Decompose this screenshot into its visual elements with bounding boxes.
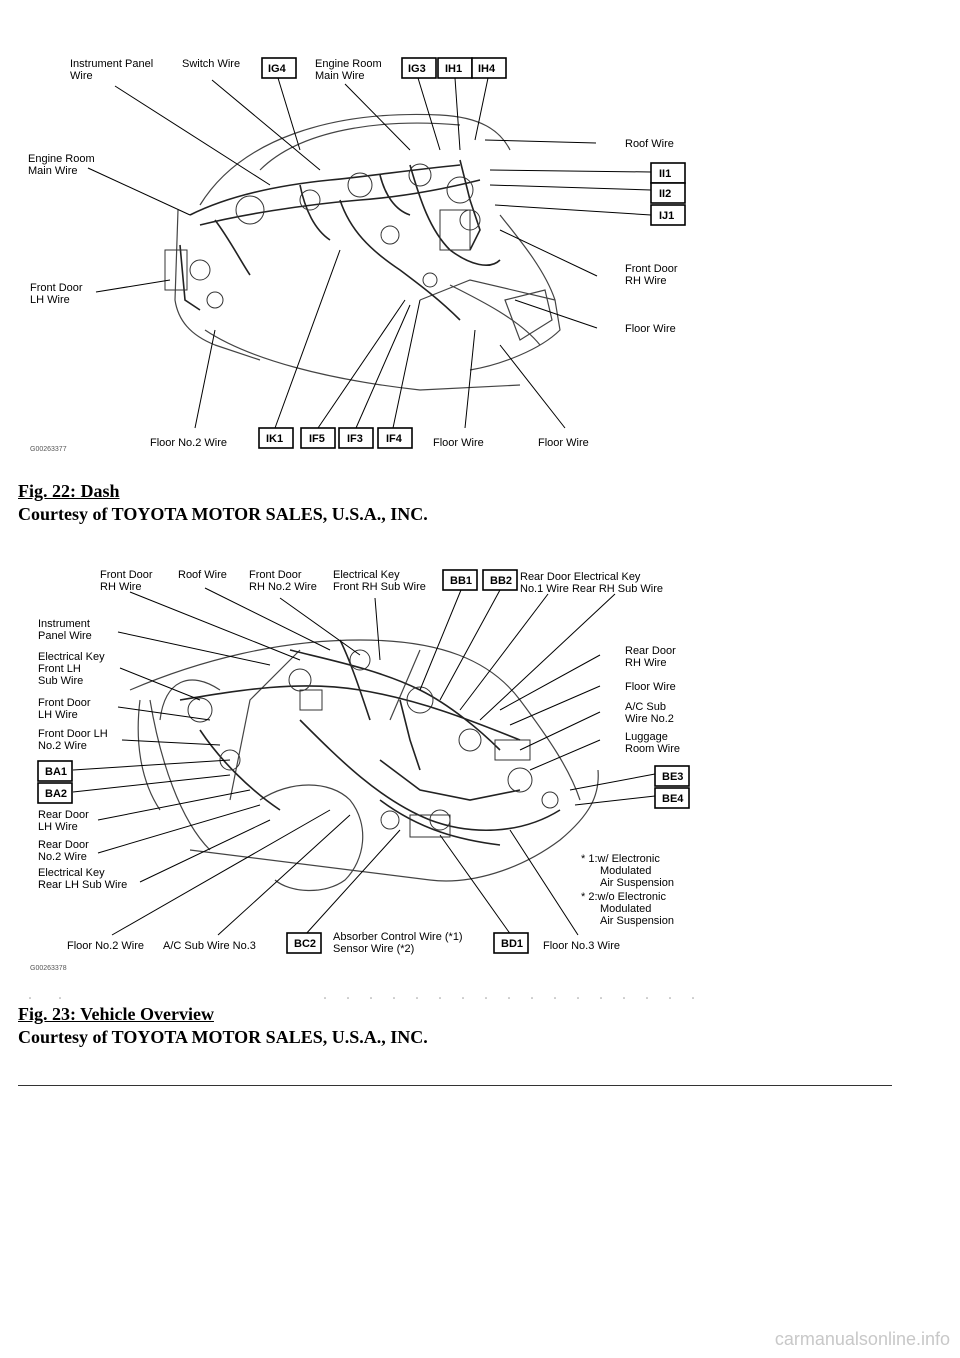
label-ac-sub-no3: A/C Sub Wire No.3 — [163, 940, 256, 952]
svg-text:BB1: BB1 — [450, 575, 473, 587]
label-elec-key-rear-lh-1: Electrical Key — [38, 867, 105, 879]
label-elec-key-front-lh-1: Electrical Key — [38, 651, 105, 663]
vehicle-wiring-clusters — [188, 650, 558, 837]
label-note2-2: Modulated — [600, 903, 652, 915]
svg-text:IJ1: IJ1 — [659, 210, 675, 222]
svg-text:IG3: IG3 — [408, 63, 426, 75]
label-floor-no2: Floor No.2 Wire — [150, 437, 228, 449]
label-engine-room-top-2: Main Wire — [315, 70, 365, 82]
svg-text:II1: II1 — [659, 168, 672, 180]
svg-text:BD1: BD1 — [501, 938, 524, 950]
label-ac-sub-no2-1: A/C Sub — [625, 701, 666, 713]
label-elec-key-front-rh-2: Front RH Sub Wire — [333, 581, 426, 593]
svg-text:BA2: BA2 — [45, 788, 68, 800]
label-front-door-lh-2: LH Wire — [30, 294, 70, 306]
label-floor-wire-bottom-2: Floor Wire — [538, 437, 589, 449]
vehicle-labels — [30, 569, 680, 972]
label-engine-room-left-1: Engine Room — [28, 153, 95, 165]
figure-23-caption — [18, 1003, 428, 1049]
label-note2-3: Air Suspension — [600, 915, 674, 927]
figure-22-courtesy: Courtesy of TOYOTA MOTOR SALES, U.S.A., INC. — [18, 504, 428, 524]
label-front-door-rh-no2-2: RH No.2 Wire — [249, 581, 317, 593]
label-front-door-rh-2: RH Wire — [100, 581, 142, 593]
label-note1-3: Air Suspension — [600, 877, 674, 889]
label-floor-wire-right: Floor Wire — [625, 323, 676, 335]
label-instrument-panel-1: Instrument — [38, 618, 90, 630]
label-elec-key-rear-lh-2: Rear LH Sub Wire — [38, 879, 128, 891]
label-rear-door-rh-1: Rear Door — [625, 645, 676, 657]
label-floor-wire-bottom-1: Floor Wire — [433, 437, 484, 449]
figure-23-title[interactable]: Fig. 23: Vehicle Overview — [18, 1004, 214, 1024]
figure-22-title[interactable]: Fig. 22: Dash — [18, 481, 120, 501]
label-rear-door-elec-key-2: No.1 Wire Rear RH Sub Wire — [520, 583, 664, 595]
watermark: carmanualsonline.info — [774, 1329, 950, 1349]
label-front-door-lh-1: Front Door — [30, 282, 83, 294]
label-front-door-lh-1: Front Door — [38, 697, 91, 709]
scan-dots — [29, 997, 694, 999]
label-floor-no3: Floor No.3 Wire — [543, 940, 621, 952]
svg-text:IK1: IK1 — [266, 433, 284, 445]
svg-text:IG4: IG4 — [268, 63, 286, 75]
label-elec-key-front-lh-2: Front LH — [38, 663, 81, 675]
svg-text:BE3: BE3 — [662, 771, 684, 783]
label-rear-door-elec-key-1: Rear Door Electrical Key — [520, 571, 641, 583]
label-floor-no2: Floor No.2 Wire — [67, 940, 145, 952]
svg-text:IF5: IF5 — [309, 433, 325, 445]
svg-text:BB2: BB2 — [490, 575, 513, 587]
label-front-door-rh-2: RH Wire — [625, 275, 667, 287]
label-rear-door-lh-1: Rear Door — [38, 809, 89, 821]
vehicle-wiring-harness — [180, 640, 560, 845]
label-front-door-lh-no2-1: Front Door LH — [38, 728, 108, 740]
label-note1-1: * 1:w/ Electronic — [581, 853, 660, 865]
svg-text:IF3: IF3 — [347, 433, 363, 445]
label-floor-wire: Floor Wire — [625, 681, 676, 693]
svg-text:II2: II2 — [659, 188, 672, 200]
label-rear-door-no2-2: No.2 Wire — [38, 851, 87, 863]
label-rear-door-rh-2: RH Wire — [625, 657, 667, 669]
label-instrument-panel-2: Wire — [70, 70, 93, 82]
label-luggage-room-2: Room Wire — [625, 743, 681, 755]
label-rear-door-no2-1: Rear Door — [38, 839, 89, 851]
label-elec-key-front-lh-3: Sub Wire — [38, 675, 84, 687]
label-front-door-lh-2: LH Wire — [38, 709, 78, 721]
label-instrument-panel-1: Instrument Panel — [70, 58, 154, 70]
label-front-door-rh-1: Front Door — [100, 569, 153, 581]
label-ac-sub-no2-2: Wire No.2 — [625, 713, 674, 725]
image-code-2: G00263378 — [30, 965, 67, 972]
svg-text:IH4: IH4 — [478, 63, 496, 75]
label-absorber-1: Absorber Control Wire (*1) — [333, 931, 463, 943]
label-absorber-2: Sensor Wire (*2) — [333, 943, 415, 955]
figure-23-courtesy: Courtesy of TOYOTA MOTOR SALES, U.S.A., INC. — [18, 1027, 428, 1047]
label-front-door-lh-no2-2: No.2 Wire — [38, 740, 87, 752]
label-switch-wire: Switch Wire — [182, 58, 241, 70]
label-roof-wire: Roof Wire — [178, 569, 227, 581]
image-code: G00263377 — [30, 446, 67, 453]
svg-text:IH1: IH1 — [445, 63, 463, 75]
label-engine-room-top-1: Engine Room — [315, 58, 382, 70]
label-engine-room-left-2: Main Wire — [28, 165, 78, 177]
label-front-door-rh-1: Front Door — [625, 263, 678, 275]
svg-text:IF4: IF4 — [386, 433, 402, 445]
svg-text:BA1: BA1 — [45, 766, 68, 778]
label-roof-wire: Roof Wire — [625, 138, 674, 150]
svg-text:BC2: BC2 — [294, 938, 317, 950]
label-rear-door-lh-2: LH Wire — [38, 821, 78, 833]
label-note2-1: * 2:w/o Electronic — [581, 891, 666, 903]
svg-text:BE4: BE4 — [662, 793, 684, 805]
label-front-door-rh-no2-1: Front Door — [249, 569, 302, 581]
label-luggage-room-1: Luggage — [625, 731, 668, 743]
label-instrument-panel-2: Panel Wire — [38, 630, 92, 642]
label-note1-2: Modulated — [600, 865, 652, 877]
label-elec-key-front-rh-1: Electrical Key — [333, 569, 400, 581]
horizontal-rule — [18, 1085, 892, 1086]
